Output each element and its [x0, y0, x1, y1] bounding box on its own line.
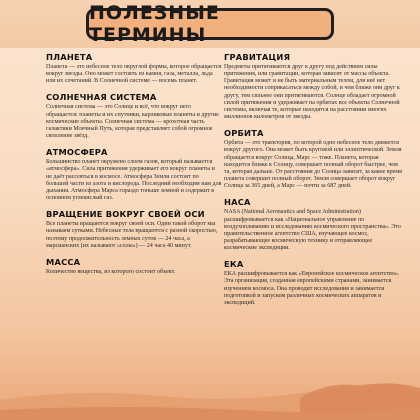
term-title: ГРАВИТАЦИЯ	[224, 52, 291, 62]
term-title: ПЛАНЕТА	[46, 52, 93, 62]
term-title: АТМОСФЕРА	[46, 147, 108, 158]
term-description: Количество вещества, из которого состоит объект.	[46, 268, 176, 275]
page-title-box	[86, 2, 334, 46]
term-rotation	[46, 209, 222, 250]
term-atmosphere	[46, 147, 222, 202]
term-title: ВРАЩЕНИЕ ВОКРУГ СВОЕЙ ОСИ	[46, 209, 205, 220]
term-solar-system	[46, 92, 222, 140]
desert-dunes	[0, 330, 420, 420]
term-nasa	[224, 197, 404, 252]
term-planet	[46, 52, 222, 85]
term-description: ЕКА расшифровывается как «Европейское космическое агентство». Эта организация, созданная европейскими странами, занимается изучением космоса. Она проводит исследования и занимается подготовкой и запуском различных космических аппаратов и экспедиций.	[224, 271, 400, 306]
term-description: Планета — это небесное тело округлой формы, которое обращается вокруг звезды. Оно может состоять из камня, газа, металла, льда или их сочетаний. В Солнечной системе — восемь планет.	[46, 64, 222, 85]
term-description: NASA (National Aeronautics and Space Administration) расшифровывается как «Национальное управление по воздухоплаванию и исследованию космического пространства». Это правительственное агентство США, изучающее космос, разрабатывающее космическую технику и отправляющее космические экспедиции.	[224, 209, 401, 252]
term-description: Солнечная система — это Солнце и всё, что вокруг него обращается: планеты и их спутники, карликовые планеты и другие космические объекты. Солнечная система — крохотная часть галактики Млечный Путь, которая представляет собой огромное скопление звёзд.	[46, 104, 219, 140]
term-description: Все планеты вращаются вокруг своей оси. Один такой оборот мы называем сутками. Небесные тела вращаются с разной скоростью, поэтому продолжительность земных суток — 24 часа, а марсианских (их называют «солы») — 24 часа 40 минут.	[46, 221, 218, 249]
term-gravity	[224, 52, 404, 121]
term-title: МАССА	[46, 256, 81, 267]
term-esa	[224, 259, 404, 307]
term-description: Большинство планет окружено слоем газов, который называется «атмосфера». Сила притяжения удерживает его вокруг планеты и не даёт рассеяться в космосе. Атмосфера Земли состоит по большей части из азота и кислорода. Последний необходим нам для дыхания. Атмосфера Марса гораздо тоньше земной и содержит в основном углекислый газ.	[46, 159, 222, 202]
term-title: СОЛНЕЧНАЯ СИСТЕМА	[46, 92, 157, 103]
right-column	[224, 52, 404, 314]
term-title: НАСА	[224, 197, 251, 208]
term-mass	[46, 257, 222, 276]
term-title: ЕКА	[224, 259, 244, 270]
term-description: Орбита — это траектория, по которой одно небесное тело движется вокруг другого. Она может быть круговой или эллиптической. Земля обращается вокруг Солнца, Марс — тоже. Планета, которая находится ближе к Солнцу, совершает полный оборот быстрее, чем та, которая дальше. От расстояния до Солнца зависит, за какое время планета совершит полный оборот. Земля совершает оборот вокруг Солнца за 365 дней, а Марс — почти за 687 дней.	[224, 140, 402, 190]
page-title: ПОЛЕЗНЫЕ ТЕРМИНЫ	[89, 2, 220, 46]
term-orbit	[224, 128, 404, 190]
term-title: ОРБИТА	[224, 128, 264, 139]
term-description: Предметы притягиваются друг к другу под действием силы притяжения, или гравитации, которая зависит от массы объекта. Гравитация может и не быть материальным телом, для неё нет необходимости соприкасаться между собой, и чем ближе они друг к другу, тем сильнее они притягиваются. Солнце обладает огромной силой притяжения и удерживает на орбитах все объекты Солнечной системы, включая те, которые находятся на расстоянии многих миллионов километров от звезды.	[224, 64, 400, 121]
left-column	[46, 52, 222, 283]
